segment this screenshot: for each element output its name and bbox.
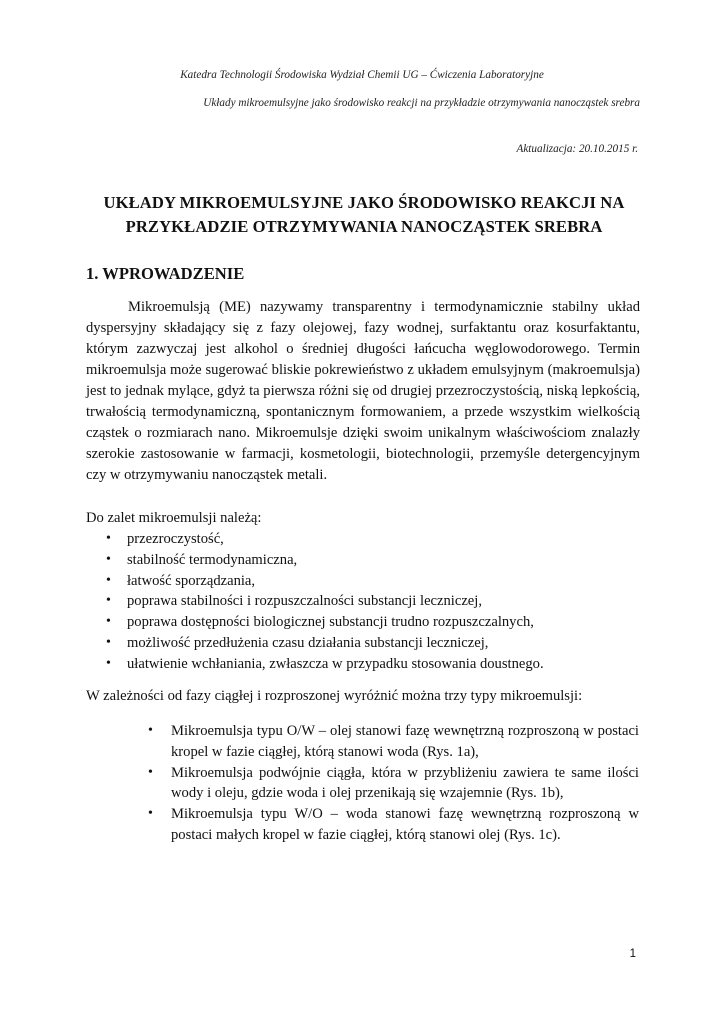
page-number: 1	[629, 948, 636, 960]
header-department: Katedra Technologii Środowiska Wydział Chemii UG – Ćwiczenia Laboratoryjne	[180, 69, 544, 81]
list-item: • Mikroemulsja podwójnie ciągła, która w przybliżeniu zawiera te same ilości wody i oleju, gdzie woda i olej przenikają się wzajemnie (Rys. 1b),	[131, 763, 639, 805]
list-item: • ułatwienie wchłaniania, zwłaszcza w przypadku stosowania doustnego.	[86, 654, 544, 675]
header-topic: Układy mikroemulsyjne jako środowisko reakcji na przykładzie otrzymywania nanocząstek srebra	[203, 97, 640, 109]
list-item: • Mikroemulsja typu W/O – woda stanowi fazę wewnętrzną rozproszoną w postaci małych kropel w fazie ciągłej, którą stanowi olej (Rys. 1c).	[131, 804, 639, 846]
list-item: • łatwość sporządzania,	[86, 571, 544, 592]
advantages-intro: Do zalet mikroemulsji należą:	[86, 510, 262, 526]
list-item: • przezroczystość,	[86, 529, 544, 550]
list-item: • poprawa dostępności biologicznej substancji trudno rozpuszczalnych,	[86, 612, 544, 633]
list-item: • stabilność termodynamiczna,	[86, 550, 544, 571]
title-line-2: PRZYKŁADZIE OTRZYMYWANIA NANOCZĄSTEK SREBRA	[125, 217, 603, 236]
list-item: • poprawa stabilności i rozpuszczalności substancji leczniczej,	[86, 591, 544, 612]
update-date: Aktualizacja: 20.10.2015 r.	[516, 143, 638, 155]
title-line-1: UKŁADY MIKROEMULSYJNE JAKO ŚRODOWISKO REAKCJI NA	[103, 193, 625, 212]
section-heading: 1. WPROWADZENIE	[86, 264, 245, 283]
list-item: • Mikroemulsja typu O/W – olej stanowi fazę wewnętrzną rozproszoną w postaci kropel w fazie ciągłej, którą stanowi woda (Rys. 1a),	[131, 721, 639, 763]
types-intro: W zależności od fazy ciągłej i rozproszonej wyróżnić można trzy typy mikroemulsji:	[86, 688, 583, 704]
list-item: • możliwość przedłużenia czasu działania substancji leczniczej,	[86, 633, 544, 654]
advantages-list	[86, 529, 544, 675]
types-list	[133, 721, 639, 846]
intro-paragraph: Mikroemulsją (ME) nazywamy transparentny i termodynamicznie stabilny układ dyspersyjny składający się z fazy olejowej, fazy wodnej, surfaktantu oraz kosurfaktantu, którym zazwyczaj jest alkohol o średniej długości łańcucha węglowodorowego. Termin mikroemulsja może sugerować bliskie pokrewieństwo z układem emulsyjnym (makroemulsja) jest to jednak mylące, gdyż ta pierwsza różni się od drugiej przezroczystością, niską lepkością, trwałością termodynamiczną, spontanicznym formowaniem, a przede wszystkim wielkością cząstek o rozmiarach nano. Mikroemulsje dzięki swoim unikalnym właściwościom znalazły szerokie zastosowanie w farmacji, kosmetologii, biotechnologii, przemyśle detergencyjnym czy w otrzymywaniu nanocząstek metali.	[86, 299, 640, 483]
document-title	[86, 191, 642, 239]
